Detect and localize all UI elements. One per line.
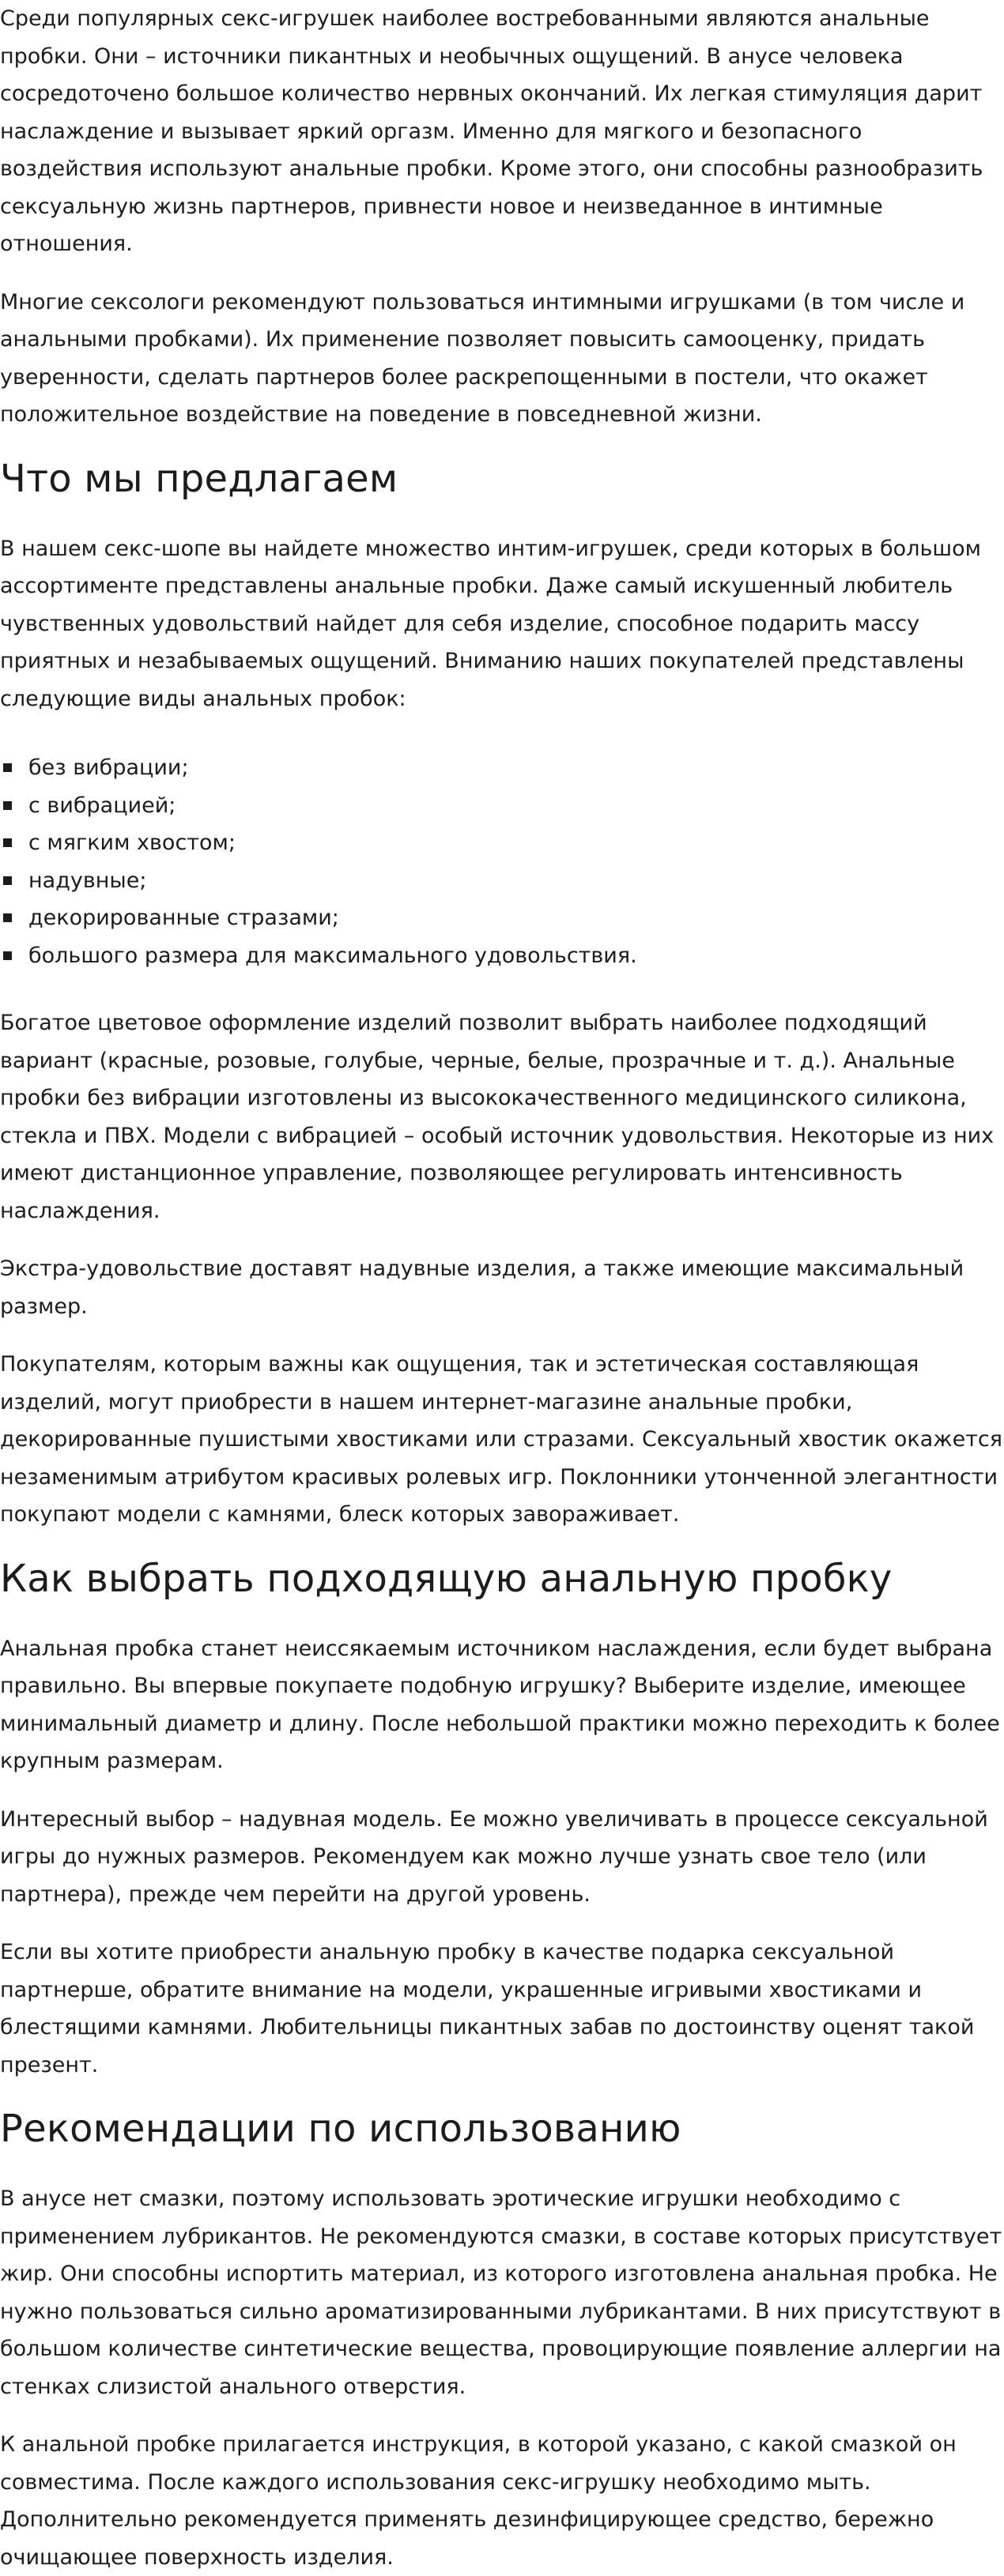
list-item: с мягким хвостом; [28, 824, 1004, 862]
section-paragraph: Покупателям, которым важны как ощущения, так и эстетическая составляющая изделий, могут приобрести в нашем интернет-магазине анальные пробки, декорированные пушистыми хвостиками или стразами. Сексуальный хвостик окажется незаменимым атрибутом красивых ролевых игр. Поклонники утонченной элегантности покупают модели с камнями, блеск которых завораживает. [0, 1352, 1003, 1527]
section-paragraph: К анальной пробке прилагается инструкция, в которой указано, с какой смазкой он совместима. После каждого использования секс-игрушку необходимо мыть. Дополнительно рекомендуется применять дезинфицирующее средство, бережно очищающее поверхность изделия. [0, 2432, 957, 2570]
list-item: декорированные стразами; [28, 899, 1004, 937]
plug-types-list [0, 749, 1004, 974]
intro-paragraph: Среди популярных секс-игрушек наиболее востребованными являются анальные пробки. Они – источники пикантных и необычных ощущений. В анусе человека сосредоточено большое количество нервных окончаний. Их легкая стимуляция дарит наслаждение и вызывает яркий оргазм. Именно для мягкого и безопасного воздействия используют анальные пробки. Кроме этого, они способны разнообразить сексуальную жизнь партнеров, привнести новое и неизведанное в интимные отношения. [0, 6, 983, 256]
section-paragraph: Богатое цветовое оформление изделий позволит выбрать наиболее подходящий вариант (красные, розовые, голубые, черные, белые, прозрачные и т. д.). Анальные пробки без вибрации изготовлены из высококачественного медицинского силикона, стекла и ПВХ. Модели с вибрацией – особый источник удовольствия. Некоторые из них имеют дистанционное управление, позволяющее регулировать интенсивность наслаждения. [0, 1011, 995, 1223]
section-paragraph: Если вы хотите приобрести анальную пробку в качестве подарка сексуальной партнерше, обратите внимание на модели, украшенные игривыми хвостиками и блестящими камнями. Любительницы пикантных забав по достоинству оценят такой презент. [0, 1940, 975, 2077]
section-heading-how-to-choose: Как выбрать подходящую анальную пробку [0, 1556, 893, 1601]
section-paragraph: Анальная пробка станет неиссякаемым источником наслаждения, если будет выбрана правильно. Вы впервые покупаете подобную игрушку? Выберите изделие, имеющее минимальный диаметр и длину. После небольшой практики можно переходить к более крупным размерам. [0, 1636, 1000, 1773]
list-item: без вибрации; [28, 749, 1004, 787]
section-paragraph: В анусе нет смазки, поэтому использовать эротические игрушки необходимо с применением лубрикантов. Не рекомендуются смазки, в составе которых присутствует жир. Они способны испортить материал, из которого изготовлена анальная пробка. Не нужно пользоваться сильно ароматизированными лубрикантами. В них присутствуют в большом количестве синтетические вещества, провоцирующие появление аллергии на стенках слизистой анального отверстия. [0, 2186, 1002, 2399]
list-item: большого размера для максимального удовольствия. [28, 937, 1004, 975]
section-paragraph: В нашем секс-шопе вы найдете множество интим-игрушек, среди которых в большом ассортименте представлены анальные пробки. Даже самый искушенный любитель чувственных удовольствий найдет для себя изделие, способное подарить массу приятных и незабываемых ощущений. Вниманию наших покупателей представлены следующие виды анальных пробок: [0, 536, 981, 711]
section-paragraph: Интересный выбор – надувная модель. Ее можно увеличивать в процессе сексуальной игры до нужных размеров. Рекомендуем как можно лучше узнать свое тело (или партнера), прежде чем перейти на другой уровень. [0, 1806, 988, 1907]
intro-paragraph: Многие сексологи рекомендуют пользоваться интимными игрушками (в том числе и анальными пробками). Их применение позволяет повысить самооценку, придать уверенности, сделать партнеров более раскрепощенными в постели, что окажет положительное воздействие на поведение в повседневной жизни. [0, 289, 965, 427]
section-paragraph: Экстра-удовольствие доставят надувные изделия, а также имеющие максимальный размер. [0, 1256, 964, 1319]
list-item: надувные; [28, 862, 1004, 900]
section-heading-offer: Что мы предлагаем [0, 456, 398, 501]
section-heading-usage-recommendations: Рекомендации по использованию [0, 2107, 681, 2151]
list-item: с вибрацией; [28, 787, 1004, 825]
